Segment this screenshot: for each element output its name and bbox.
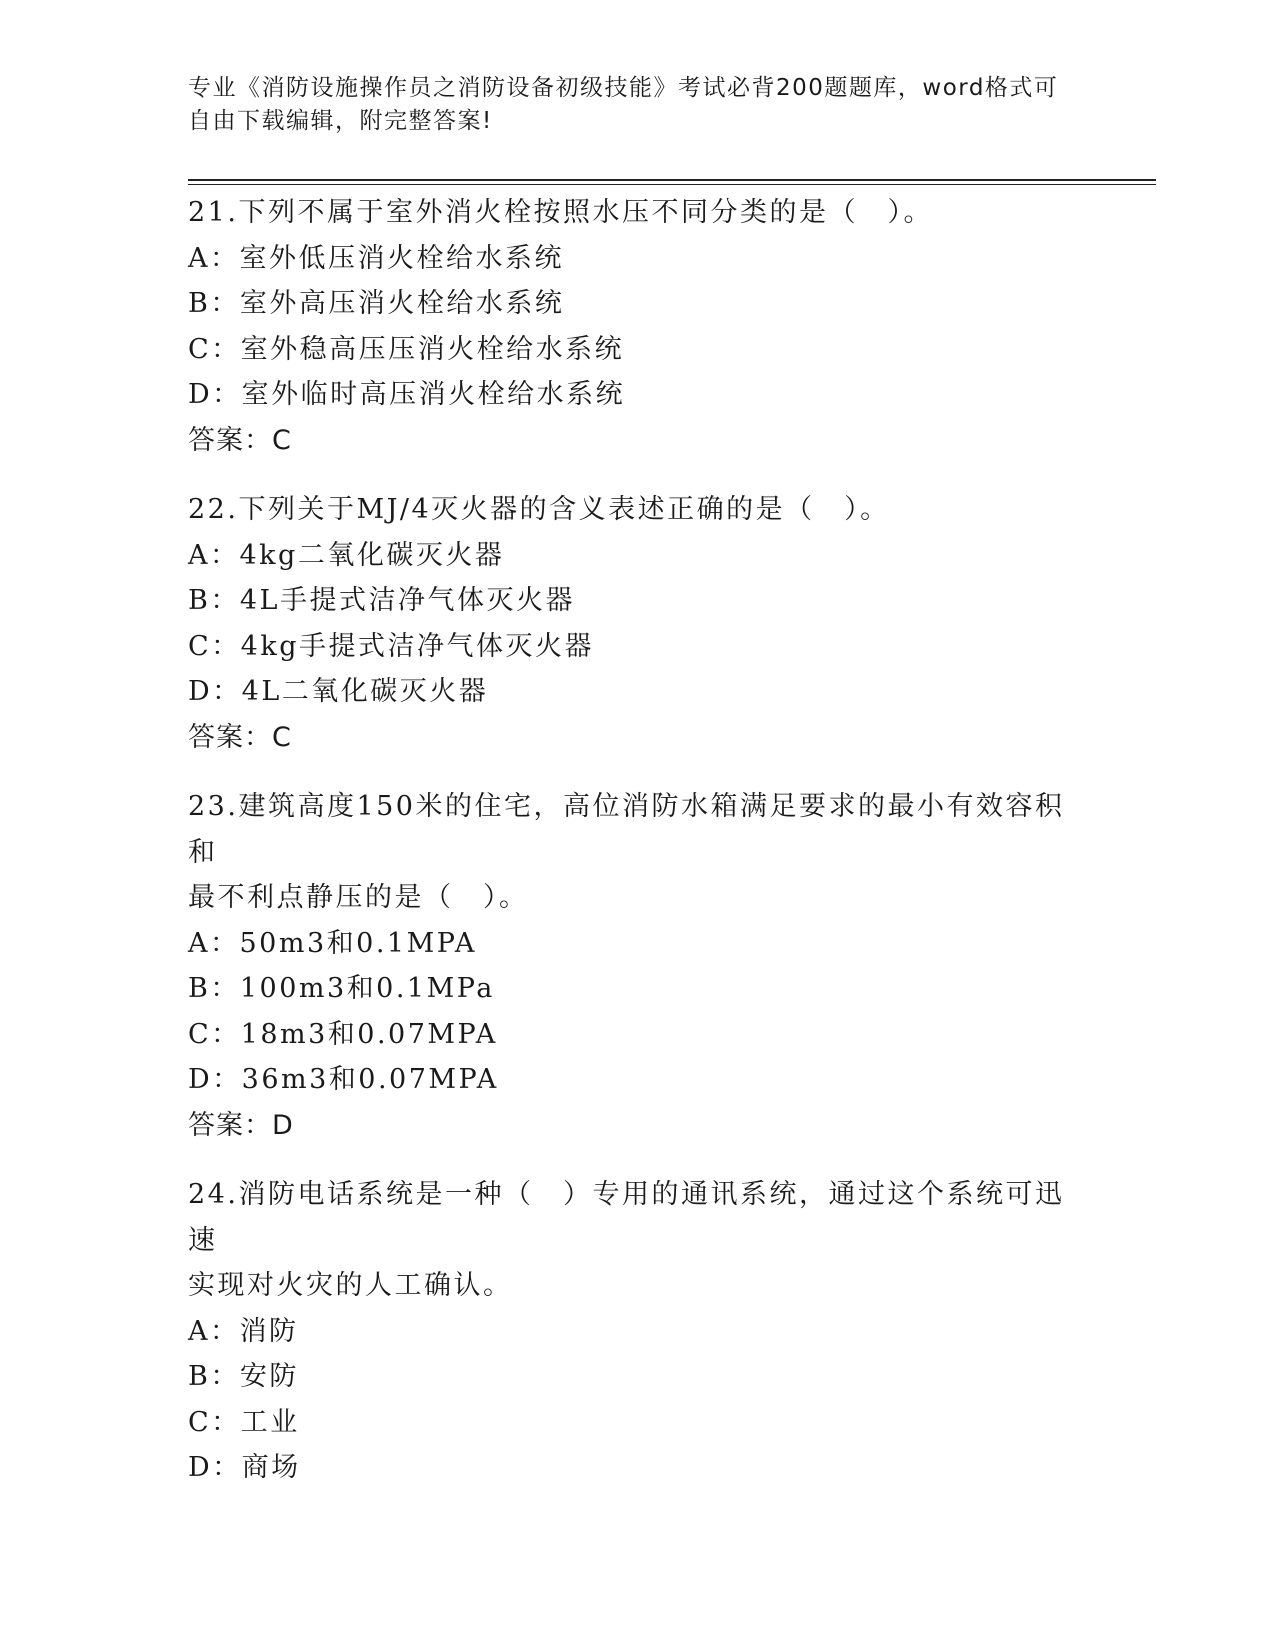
document-header — [188, 72, 1068, 138]
header-line-1: 专业《消防设施操作员之消防设备初级技能》考试必背200题题库，word格式可 — [188, 75, 1059, 101]
option-b: B：安防 — [188, 1361, 299, 1392]
option-d: D：室外临时高压消火栓给水系统 — [188, 379, 626, 410]
option-c: C：4kg手提式洁净气体灭火器 — [188, 630, 594, 662]
question-stem — [188, 190, 1088, 236]
question-22 — [188, 487, 1088, 760]
option-a: A：4kg二氧化碳灭火器 — [188, 539, 505, 571]
question-stem — [188, 1172, 1088, 1309]
question-23 — [188, 784, 1088, 1148]
option-a: A：室外低压消火栓给水系统 — [188, 242, 564, 274]
question-stem-line: 21.下列不属于室外消火栓按照水压不同分类的是（ ）。 — [188, 197, 933, 228]
question-stem-line: 24.消防电话系统是一种（ ）专用的通讯系统，通过这个系统可迅速 — [188, 1179, 1065, 1256]
option-b: B：室外高压消火栓给水系统 — [188, 288, 565, 319]
answer-line: 答案：D — [188, 1109, 294, 1141]
option-a: A：消防 — [188, 1315, 299, 1347]
question-stem-line: 23.建筑高度150米的住宅，高位消防水箱满足要求的最小有效容积和 — [188, 791, 1065, 868]
option-d: D：商场 — [188, 1452, 301, 1483]
option-d: D：4L二氧化碳灭火器 — [188, 676, 489, 707]
question-stem-line: 22.下列关于MJ/4灭火器的含义表述正确的是（ ）。 — [188, 494, 890, 525]
question-list — [188, 190, 1088, 1515]
option-b: B：4L手提式洁净气体灭火器 — [188, 585, 575, 616]
question-stem — [188, 784, 1088, 921]
header-divider-bottom — [188, 184, 1156, 185]
option-c: C：工业 — [188, 1406, 300, 1438]
question-24 — [188, 1172, 1088, 1491]
header-line-2: 自由下载编辑，附完整答案! — [188, 108, 493, 134]
question-stem-line: 实现对火灾的人工确认。 — [188, 1270, 513, 1301]
question-stem-line: 最不利点静压的是（ ）。 — [188, 882, 529, 913]
option-d: D：36m3和0.07MPA — [188, 1064, 499, 1095]
option-c: C：室外稳高压压消火栓给水系统 — [188, 333, 625, 365]
question-stem — [188, 487, 1088, 533]
option-b: B：100m3和0.1MPa — [188, 973, 495, 1004]
answer-line: 答案：C — [188, 424, 292, 456]
option-a: A：50m3和0.1MPA — [188, 927, 477, 959]
question-21 — [188, 190, 1088, 463]
header-divider-top — [188, 179, 1156, 181]
option-c: C：18m3和0.07MPA — [188, 1018, 498, 1050]
answer-line: 答案：C — [188, 721, 292, 753]
